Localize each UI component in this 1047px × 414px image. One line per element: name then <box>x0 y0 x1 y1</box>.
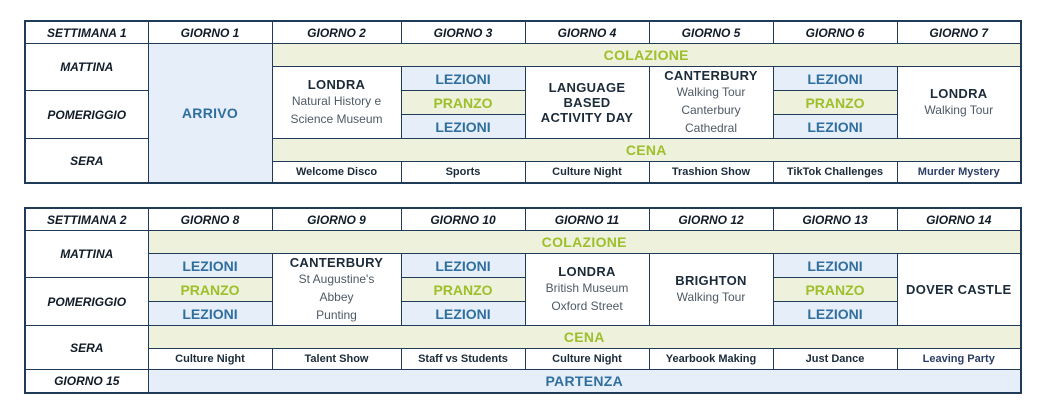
breakfast-band: COLAZIONE <box>148 231 1021 254</box>
day11-activity <box>525 254 649 326</box>
week-2-schedule-table <box>24 207 1022 394</box>
day-header: GIORNO 3 <box>401 21 525 44</box>
activity-title: LONDRA <box>930 86 988 101</box>
activity-detail: Science Museum <box>290 112 383 126</box>
lunch-cell: PRANZO <box>401 91 525 115</box>
row-label-morning: MATTINA <box>25 44 148 91</box>
activity-detail: Abbey <box>319 290 354 304</box>
day-header: GIORNO 7 <box>897 21 1021 44</box>
row-label-afternoon: POMERIGGIO <box>25 278 148 326</box>
departure-band: PARTENZA <box>148 370 1021 393</box>
day2-activity <box>272 67 401 139</box>
activity-detail: British Museum <box>545 281 629 295</box>
day-header: GIORNO 4 <box>525 21 649 44</box>
lessons-cell: LEZIONI <box>773 302 897 326</box>
day4-activity <box>525 67 649 139</box>
lessons-cell: LEZIONI <box>401 254 525 278</box>
lunch-cell: PRANZO <box>148 278 272 302</box>
activity-detail: Canterbury <box>681 103 741 117</box>
week-label: SETTIMANA 1 <box>25 21 148 44</box>
day-header: GIORNO 14 <box>897 208 1021 231</box>
day-header: GIORNO 12 <box>649 208 773 231</box>
lessons-cell: LEZIONI <box>773 254 897 278</box>
activity-detail: Cathedral <box>684 121 738 135</box>
day7-activity <box>897 67 1021 139</box>
day14-activity <box>897 254 1021 326</box>
row-label-day15: GIORNO 15 <box>25 370 148 393</box>
activity-title: LONDRA <box>307 77 366 92</box>
week-1-schedule-table <box>24 20 1022 184</box>
evening-event: Staff vs Students <box>401 349 525 370</box>
day-header: GIORNO 10 <box>401 208 525 231</box>
day-header: GIORNO 8 <box>148 208 272 231</box>
day-header: GIORNO 13 <box>773 208 897 231</box>
evening-event: Trashion Show <box>649 162 773 184</box>
lessons-cell: LEZIONI <box>773 67 897 91</box>
activity-detail: Natural History e <box>291 94 382 108</box>
lunch-cell: PRANZO <box>773 278 897 302</box>
activity-detail: Punting <box>316 308 357 322</box>
activity-detail: Oxford Street <box>551 299 623 313</box>
day-header: GIORNO 11 <box>525 208 649 231</box>
row-label-evening: SERA <box>25 326 148 370</box>
activity-title: ACTIVITY DAY <box>540 110 634 125</box>
activity-detail: Walking Tour <box>676 85 746 99</box>
evening-event: TikTok Challenges <box>773 162 897 184</box>
activity-title: DOVER CASTLE <box>906 282 1012 297</box>
lessons-cell: LEZIONI <box>401 115 525 139</box>
lunch-cell: PRANZO <box>773 91 897 115</box>
evening-event: Just Dance <box>773 349 897 370</box>
week-label: SETTIMANA 2 <box>25 208 148 231</box>
evening-event: Leaving Party <box>897 349 1021 370</box>
evening-event: Yearbook Making <box>649 349 773 370</box>
dinner-band: CENA <box>148 326 1021 349</box>
activity-title: BRIGHTON <box>675 273 747 288</box>
breakfast-band: COLAZIONE <box>272 44 1021 67</box>
arrival-cell: ARRIVO <box>148 44 272 184</box>
evening-event: Culture Night <box>525 162 649 184</box>
activity-title: CANTERBURY <box>664 68 758 83</box>
activity-detail: Walking Tour <box>676 290 746 304</box>
evening-event: Sports <box>401 162 525 184</box>
dinner-band: CENA <box>272 139 1021 162</box>
evening-event: Murder Mystery <box>897 162 1021 184</box>
lessons-cell: LEZIONI <box>401 302 525 326</box>
evening-event: Culture Night <box>525 349 649 370</box>
activity-title: LANGUAGE BASED <box>548 80 626 110</box>
row-label-afternoon: POMERIGGIO <box>25 91 148 139</box>
lessons-cell: LEZIONI <box>148 254 272 278</box>
row-label-morning: MATTINA <box>25 231 148 278</box>
row-label-evening: SERA <box>25 139 148 184</box>
lunch-cell: PRANZO <box>401 278 525 302</box>
day-header: GIORNO 1 <box>148 21 272 44</box>
day12-activity <box>649 254 773 326</box>
evening-event: Talent Show <box>272 349 401 370</box>
day-header: GIORNO 2 <box>272 21 401 44</box>
day5-activity <box>649 67 773 139</box>
lessons-cell: LEZIONI <box>148 302 272 326</box>
activity-title: CANTERBURY <box>289 255 384 270</box>
day-header: GIORNO 9 <box>272 208 401 231</box>
evening-event: Culture Night <box>148 349 272 370</box>
day-header: GIORNO 5 <box>649 21 773 44</box>
day9-activity <box>272 254 401 326</box>
activity-detail: Walking Tour <box>924 103 994 117</box>
day-header: GIORNO 6 <box>773 21 897 44</box>
lessons-cell: LEZIONI <box>401 67 525 91</box>
evening-event: Welcome Disco <box>272 162 401 184</box>
lessons-cell: LEZIONI <box>773 115 897 139</box>
activity-detail: St Augustine's <box>298 272 375 286</box>
activity-title: LONDRA <box>558 264 616 279</box>
